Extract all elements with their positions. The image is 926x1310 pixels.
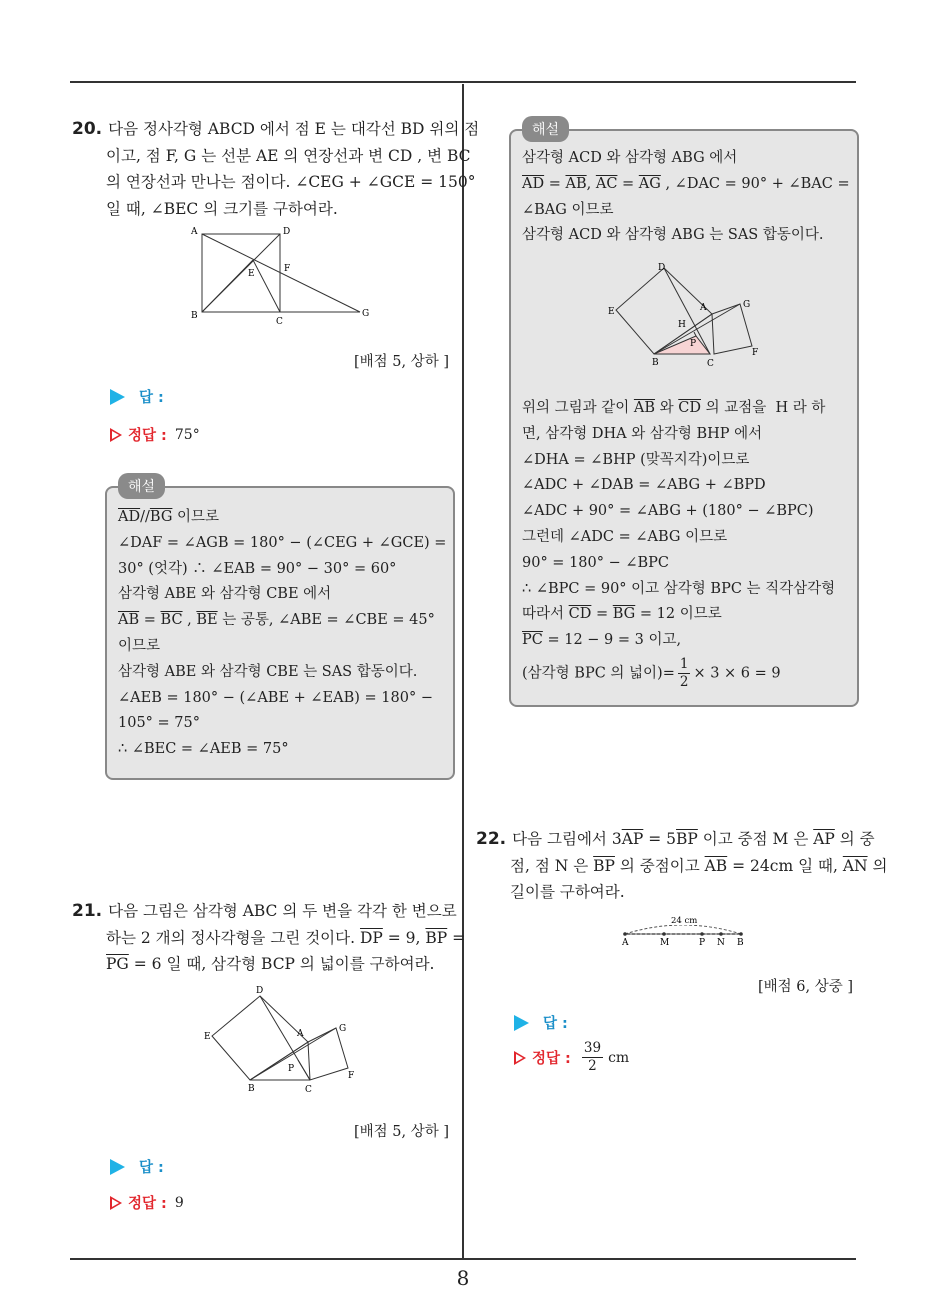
triangle-outline-icon [514,1051,526,1065]
label-F: F [348,1071,355,1081]
question-text: 다음 그림에서 $3\overline{AP} = 5\overline{BP}$ 이고 중점 M 은 $\overline{AP}$ 의 중 [512,830,875,848]
label-P: P [699,938,706,948]
label-G: G [743,300,751,310]
length-label: 24 cm [671,916,698,926]
column-divider [462,84,464,1260]
label-P: P [288,1064,295,1074]
correct-label: 정답 : [532,1051,571,1067]
label-D: D [283,227,291,237]
question-number: 22. [476,829,507,849]
explanation-line: ∴ ∠BEC = ∠AEB = 75° [118,741,289,758]
label-B: B [737,938,744,948]
play-icon [514,1015,529,1031]
label-B: B [652,358,659,368]
label-D: D [658,263,666,273]
label-H: H [678,320,686,330]
answer-label: 답 : [543,1016,568,1032]
question-text: 의 연장선과 만나는 점이다. ∠CEG + ∠GCE = 150° [106,173,476,191]
label-G: G [339,1024,347,1034]
explanation-line: 삼각형 ACD 와 삼각형 ABG 는 SAS 합동이다. [522,227,824,244]
explanation-line: 30° (엇각) ∴ ∠EAB = 90° − 30° = 60° [118,560,397,577]
explanation-line: 삼각형 ACD 와 삼각형 ABG 에서 [522,150,738,166]
label-B: B [191,311,198,321]
question-number: 21. [72,901,103,921]
label-P: P [690,339,697,349]
explanation-line: $\overline{PC} = 12 - 9 = 3$ 이고, [522,632,682,649]
top-rule [70,81,856,83]
score-label: [배점 6, 상중 ] [758,979,854,995]
label-F: F [752,348,759,358]
question-text: 점, 점 N 은 $\overline{BP}$ 의 중점이고 $\overline{AB} = 24cm$ 일 때, $\overline{AN}$ 의 [510,856,888,875]
explanation-line: 면, 삼각형 DHA 와 삼각형 BHP 에서 [522,425,763,442]
correct-value: 9 [174,1194,184,1211]
triangle-outline-icon [110,1196,122,1210]
score-label: [배점 5, 상하 ] [354,354,450,370]
page-number: 8 [456,1266,470,1290]
explanation-line: ∠ADC + 90° = ∠ABG + (180° − ∠BPC) [522,503,814,520]
explanation-line: 90° = 180° − ∠BPC [522,554,670,571]
label-E: E [248,269,255,279]
label-A: A [191,227,198,237]
explanation-line: $\overline{AB} = \overline{BC}$ , $\overline{BE}$ 는 공통, ∠ABE = ∠CBE = 45° [118,612,435,629]
explanation-text-bottom [522,396,847,691]
label-C: C [707,359,714,369]
explanation-line: (삼각형 BPC 의 넓이)= $\frac{1}{2}$ × 3 × 6 = 9 [522,655,781,690]
answer-label: 답 : [139,1160,164,1176]
explanation-line: $\overline{AD}//\overline{BG}$ 이므로 [118,509,220,525]
explanation-line: 105° = 75° [118,715,200,732]
explanation-line: 이므로 [118,637,161,654]
fraction: $\frac{1}{2}$ [679,655,689,690]
answer-label: 답 : [139,390,164,406]
correct-answer-row [110,424,200,445]
correct-value: 75° [174,426,200,443]
play-icon [110,1159,125,1175]
label-E: E [608,307,615,317]
line-segment-figure [615,910,755,950]
label-C: C [305,1085,312,1095]
label-B: B [248,1084,255,1094]
correct-answer-row [514,1040,629,1075]
explanation-tag: 해설 [522,116,569,142]
label-A: A [700,303,707,313]
question-text: 일 때, ∠BEC 의 크기를 구하여라. [106,199,338,218]
explanation-line: ∴ ∠BPC = 90° 이고 삼각형 BPC 는 직각삼각형 [522,580,836,597]
label-F: F [284,264,291,274]
answer-row [110,386,164,407]
label-C: C [276,317,283,326]
label-A: A [622,938,629,948]
explanation-figure [600,258,770,376]
explanation-line: ∠AEB = 180° − (∠ABE + ∠EAB) = 180° − [118,689,433,706]
explanation-line: ∠BAG 이므로 [522,201,614,218]
explanation-line: 따라서 $\overline{CD} = \overline{BG} = 12$ 이므로 [522,606,722,623]
answer-row [514,1012,568,1033]
question-text: 이고, 점 F, G 는 선분 AE 의 연장선과 변 CD , 변 BC [106,146,471,165]
question-text: $\overline{PG} = 6$ 일 때, 삼각형 BCP 의 넓이를 구하여라. [106,955,435,973]
square-figure [180,222,380,326]
question-21 [72,898,466,978]
question-text: 길이를 구하여라. [510,883,625,901]
question-22 [476,826,888,906]
question-text: 다음 그림은 삼각형 ABC 의 두 변을 각각 한 변으로 [108,902,457,920]
explanation-tag: 해설 [118,473,165,499]
explanation-line: 그런데 ∠ADC = ∠ABG 이므로 [522,528,728,545]
explanation-line: 삼각형 ABE 와 삼각형 CBE 는 SAS 합동이다. [118,663,418,680]
label-M: M [660,938,670,948]
explanation-line: ∠DHA = ∠BHP (맞꼭지각)이므로 [522,451,750,468]
question-text: 하는 2 개의 정사각형을 그린 것이다. $\overline{DP} = 9$, $\overline{BP}$ = [106,928,466,947]
explanation-line: 위의 그림과 같이 $\overline{AB}$ 와 $\overline{CD}$ 의 교점을 H 라 하 [522,400,826,416]
question-20 [72,116,480,222]
label-N: N [717,938,725,948]
explanation-line: $\overline{AD} = \overline{AB}$, $\overline{AC} = \overline{AG}$ , ∠DAC = 90° + ∠BAC = [522,175,850,192]
label-E: E [204,1032,211,1042]
triangle-outline-icon [110,428,122,442]
question-number: 20. [72,119,103,139]
explanation-text-top [522,146,850,249]
explanation-line: ∠ADC + ∠DAB = ∠ABG + ∠BPD [522,477,766,494]
answer-row [110,1156,164,1177]
correct-answer-row [110,1192,184,1213]
correct-value-fraction: $\frac{39}{2}$ [583,1040,602,1074]
explanation-text [118,505,447,763]
label-G: G [362,309,370,319]
question-text: 다음 정사각형 ABCD 에서 점 E 는 대각선 BD 위의 점 [108,120,480,138]
correct-label: 정답 : [128,1196,167,1212]
correct-unit: cm [608,1049,630,1066]
label-A: A [297,1029,304,1039]
correct-label: 정답 : [128,428,167,444]
two-squares-figure [196,980,366,1098]
explanation-line: 삼각형 ABE 와 삼각형 CBE 에서 [118,586,332,603]
play-icon [110,389,125,405]
explanation-line: ∠DAF = ∠AGB = 180° − (∠CEG + ∠GCE) = [118,534,447,551]
label-D: D [256,986,264,996]
score-label: [배점 5, 상하 ] [354,1124,450,1140]
